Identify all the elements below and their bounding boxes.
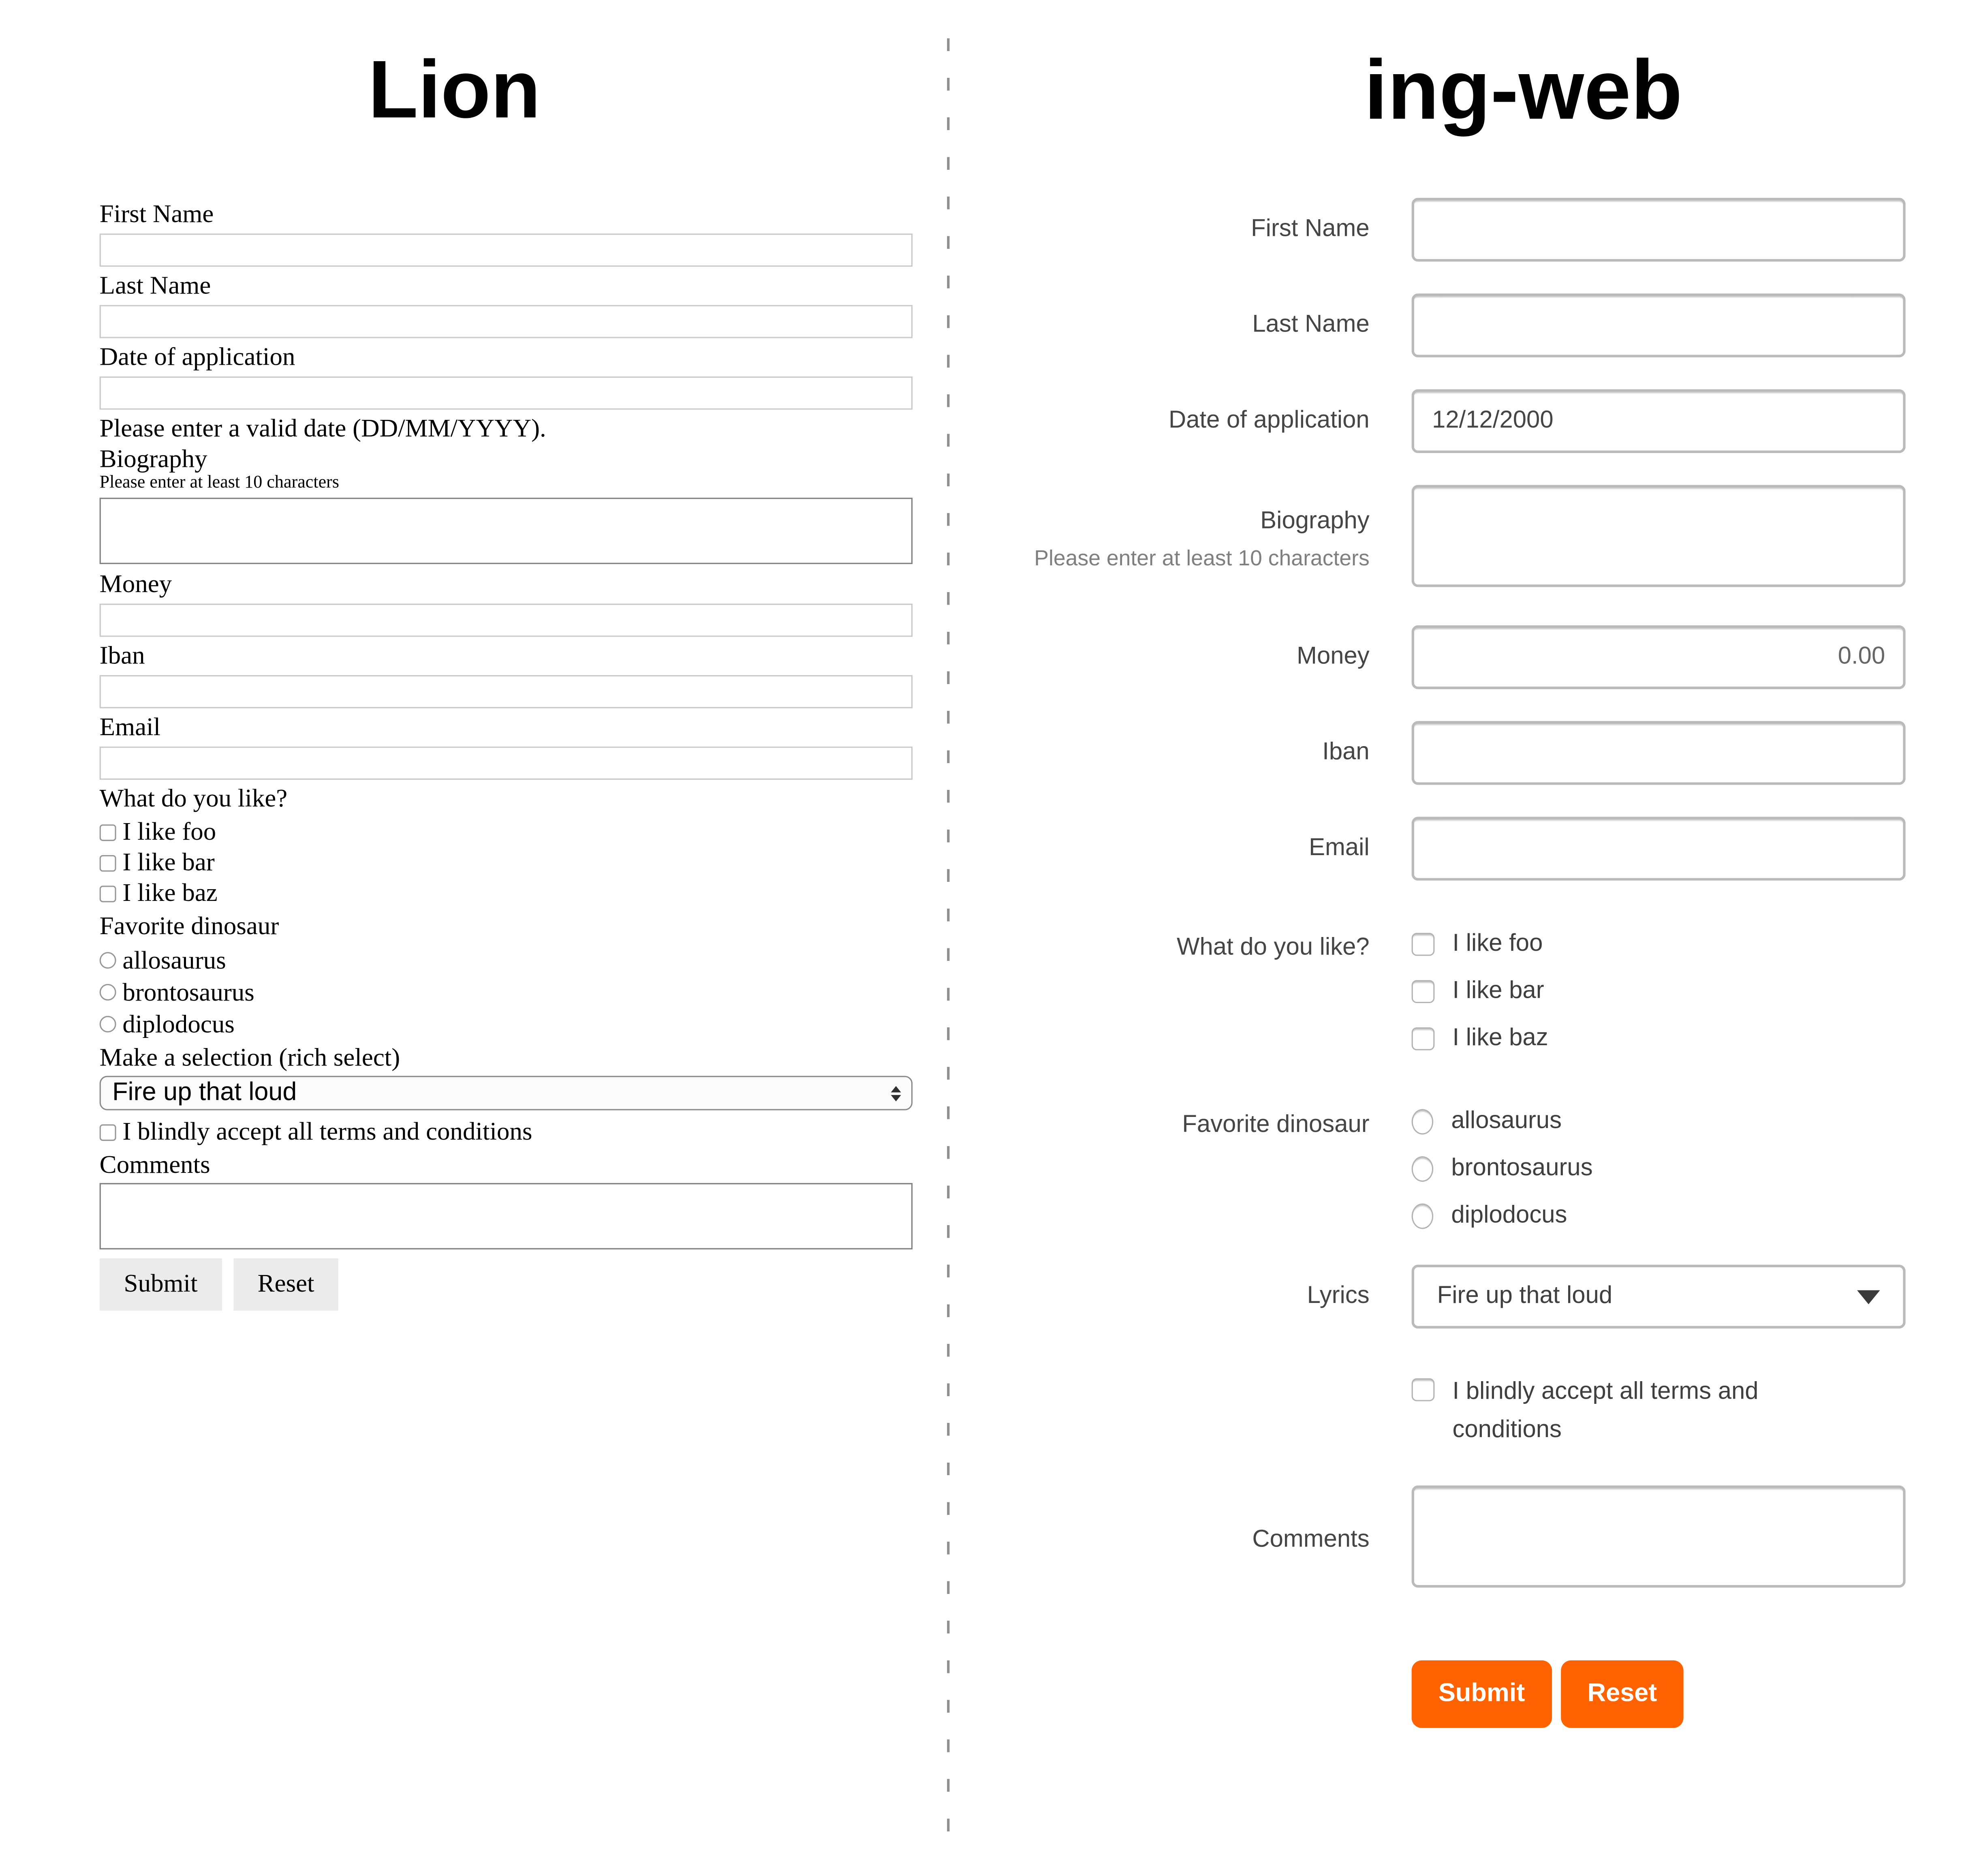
- option-label: I blindly accept all terms and conditions: [1452, 1378, 1759, 1444]
- lion-last-name-label: Last Name: [99, 272, 211, 300]
- lion-terms-checkbox[interactable]: [100, 1117, 913, 1147]
- lion-last-name-input[interactable]: [100, 305, 913, 338]
- ing-first-name-input[interactable]: [1412, 198, 1906, 261]
- ing-dinosaur-label: Favorite dinosaur: [1182, 1111, 1370, 1138]
- ing-money-row: [1070, 625, 1977, 689]
- ing-lyrics-select[interactable]: [1412, 1265, 1906, 1328]
- option-label: I like baz: [1452, 1025, 1548, 1052]
- radio-icon[interactable]: [100, 984, 116, 1001]
- ing-date-row: [1070, 389, 1977, 453]
- ing-email-row: [1070, 817, 1977, 880]
- lion-date-label: Date of application: [99, 343, 295, 372]
- ing-checkbox-i-like-baz[interactable]: [1412, 1025, 1906, 1053]
- lion-button-row: [100, 1258, 913, 1311]
- label-spacer: [1070, 1660, 1370, 1728]
- option-label: diplodocus: [122, 1010, 235, 1038]
- ing-likes-label: What do you like?: [1177, 934, 1370, 961]
- checkbox-icon[interactable]: [100, 854, 116, 871]
- checkbox-icon[interactable]: [1412, 1027, 1435, 1050]
- lion-email-label: Email: [99, 713, 161, 742]
- ing-comments-textarea[interactable]: [1412, 1485, 1906, 1587]
- lion-reset-button[interactable]: Reset: [233, 1258, 339, 1311]
- ing-biography-textarea[interactable]: [1412, 485, 1906, 587]
- option-label: I like foo: [122, 818, 216, 846]
- checkbox-icon[interactable]: [1412, 980, 1435, 1003]
- ing-terms-row: [1070, 1373, 1977, 1450]
- lion-rich-select-label: Make a selection (rich select): [99, 1044, 400, 1072]
- panel-divider: [947, 38, 949, 1840]
- ing-iban-input[interactable]: [1412, 721, 1906, 785]
- selected-option-label: Fire up that loud: [1437, 1282, 1613, 1309]
- checkbox-icon[interactable]: [1412, 1378, 1435, 1401]
- lion-first-name-label: First Name: [99, 200, 214, 229]
- lion-option-i-like-foo[interactable]: [100, 817, 913, 847]
- lion-biography-textarea[interactable]: [100, 498, 913, 564]
- ing-date-label: Date of application: [1168, 407, 1370, 434]
- radio-icon[interactable]: [100, 1016, 116, 1033]
- ing-first-name-row: [1070, 198, 1977, 261]
- lion-date-input[interactable]: [100, 376, 913, 410]
- lion-submit-button[interactable]: Submit: [100, 1258, 222, 1311]
- lion-radio-brontosaurus[interactable]: [100, 976, 913, 1008]
- lion-biography-helper: Please enter at least 10 characters: [99, 473, 340, 493]
- option-label: I like baz: [122, 879, 218, 907]
- option-label: I like bar: [122, 849, 215, 877]
- ing-last-name-row: [1070, 293, 1977, 357]
- ing-lyrics-label: Lyrics: [1307, 1282, 1370, 1309]
- lion-money-label: Money: [99, 570, 172, 599]
- radio-icon[interactable]: [1412, 1109, 1434, 1134]
- ing-last-name-label: Last Name: [1252, 311, 1370, 338]
- lion-date-feedback: Please enter a valid date (DD/MM/YYYY).: [99, 415, 546, 443]
- ing-radio-allosaurus[interactable]: [1412, 1108, 1906, 1136]
- select-arrows-icon: [891, 1085, 901, 1101]
- lion-email-input[interactable]: [100, 747, 913, 780]
- lion-comments-textarea[interactable]: [100, 1183, 913, 1249]
- lion-iban-input[interactable]: [100, 675, 913, 708]
- ing-last-name-input[interactable]: [1412, 293, 1906, 357]
- option-label: allosaurus: [1451, 1108, 1562, 1135]
- option-label: I like foo: [1452, 930, 1543, 957]
- ing-first-name-label: First Name: [1251, 216, 1370, 243]
- ing-checkbox-i-like-bar[interactable]: [1412, 978, 1906, 1005]
- ing-reset-button[interactable]: Reset: [1561, 1660, 1684, 1728]
- checkbox-icon[interactable]: [1412, 933, 1435, 956]
- radio-icon[interactable]: [1412, 1156, 1434, 1182]
- checkbox-icon[interactable]: [100, 1124, 116, 1140]
- ing-submit-button[interactable]: Submit: [1412, 1660, 1552, 1728]
- lion-likes-label: What do you like?: [99, 785, 288, 813]
- ing-biography-row: [1034, 485, 1977, 594]
- lion-rich-select[interactable]: [100, 1076, 913, 1110]
- label-spacer: [1070, 1373, 1370, 1450]
- ing-biography-label: Biography: [1260, 507, 1370, 534]
- ing-button-row: [1070, 1660, 1977, 1728]
- ing-checkbox-i-like-foo[interactable]: [1412, 931, 1906, 958]
- ing-terms-checkbox[interactable]: [1412, 1373, 1906, 1450]
- ing-likes-group: [1070, 931, 1977, 1053]
- radio-icon[interactable]: [1412, 1204, 1434, 1229]
- ing-comments-row: [1070, 1485, 1977, 1594]
- ingweb-form: [1034, 0, 1977, 1760]
- ing-iban-label: Iban: [1322, 739, 1370, 766]
- option-label: diplodocus: [1451, 1202, 1567, 1229]
- ing-email-label: Email: [1309, 834, 1370, 862]
- ing-date-input[interactable]: [1412, 389, 1906, 453]
- option-label: I blindly accept all terms and conditions: [122, 1118, 532, 1146]
- ing-money-input[interactable]: [1412, 625, 1906, 689]
- lion-title: Lion: [368, 43, 541, 135]
- ing-lyrics-row: [1070, 1265, 1977, 1328]
- ing-radio-diplodocus[interactable]: [1412, 1202, 1906, 1230]
- ing-money-label: Money: [1297, 643, 1370, 670]
- option-label: brontosaurus: [122, 978, 254, 1006]
- lion-comments-label: Comments: [99, 1151, 210, 1179]
- lion-option-i-like-bar[interactable]: [100, 847, 913, 878]
- ing-iban-row: [1070, 721, 1977, 785]
- lion-option-i-like-baz[interactable]: [100, 878, 913, 909]
- ing-email-input[interactable]: [1412, 817, 1906, 880]
- ing-radio-brontosaurus[interactable]: [1412, 1155, 1906, 1183]
- lion-form: [100, 0, 913, 1311]
- lion-biography-label: Biography: [99, 445, 207, 474]
- dropdown-arrow-icon: [1857, 1290, 1880, 1304]
- ing-comments-label: Comments: [1252, 1525, 1370, 1553]
- lion-dinosaur-label: Favorite dinosaur: [99, 912, 279, 941]
- radio-icon[interactable]: [100, 952, 116, 969]
- checkbox-icon[interactable]: [100, 885, 116, 902]
- lion-money-input[interactable]: [100, 603, 913, 637]
- selected-option-label: Fire up that loud: [112, 1078, 297, 1107]
- lion-first-name-input[interactable]: [100, 233, 913, 267]
- option-label: allosaurus: [122, 946, 226, 975]
- ing-biography-helper: Please enter at least 10 characters: [1034, 545, 1370, 570]
- ingweb-title: ing-web: [1364, 42, 1682, 137]
- option-label: brontosaurus: [1451, 1155, 1593, 1182]
- lion-radio-allosaurus[interactable]: [100, 944, 913, 976]
- ing-dinosaur-group: [1070, 1108, 1977, 1230]
- option-label: I like bar: [1452, 978, 1544, 1005]
- lion-iban-label: Iban: [99, 642, 145, 670]
- checkbox-icon[interactable]: [100, 824, 116, 841]
- lion-radio-diplodocus[interactable]: [100, 1008, 913, 1040]
